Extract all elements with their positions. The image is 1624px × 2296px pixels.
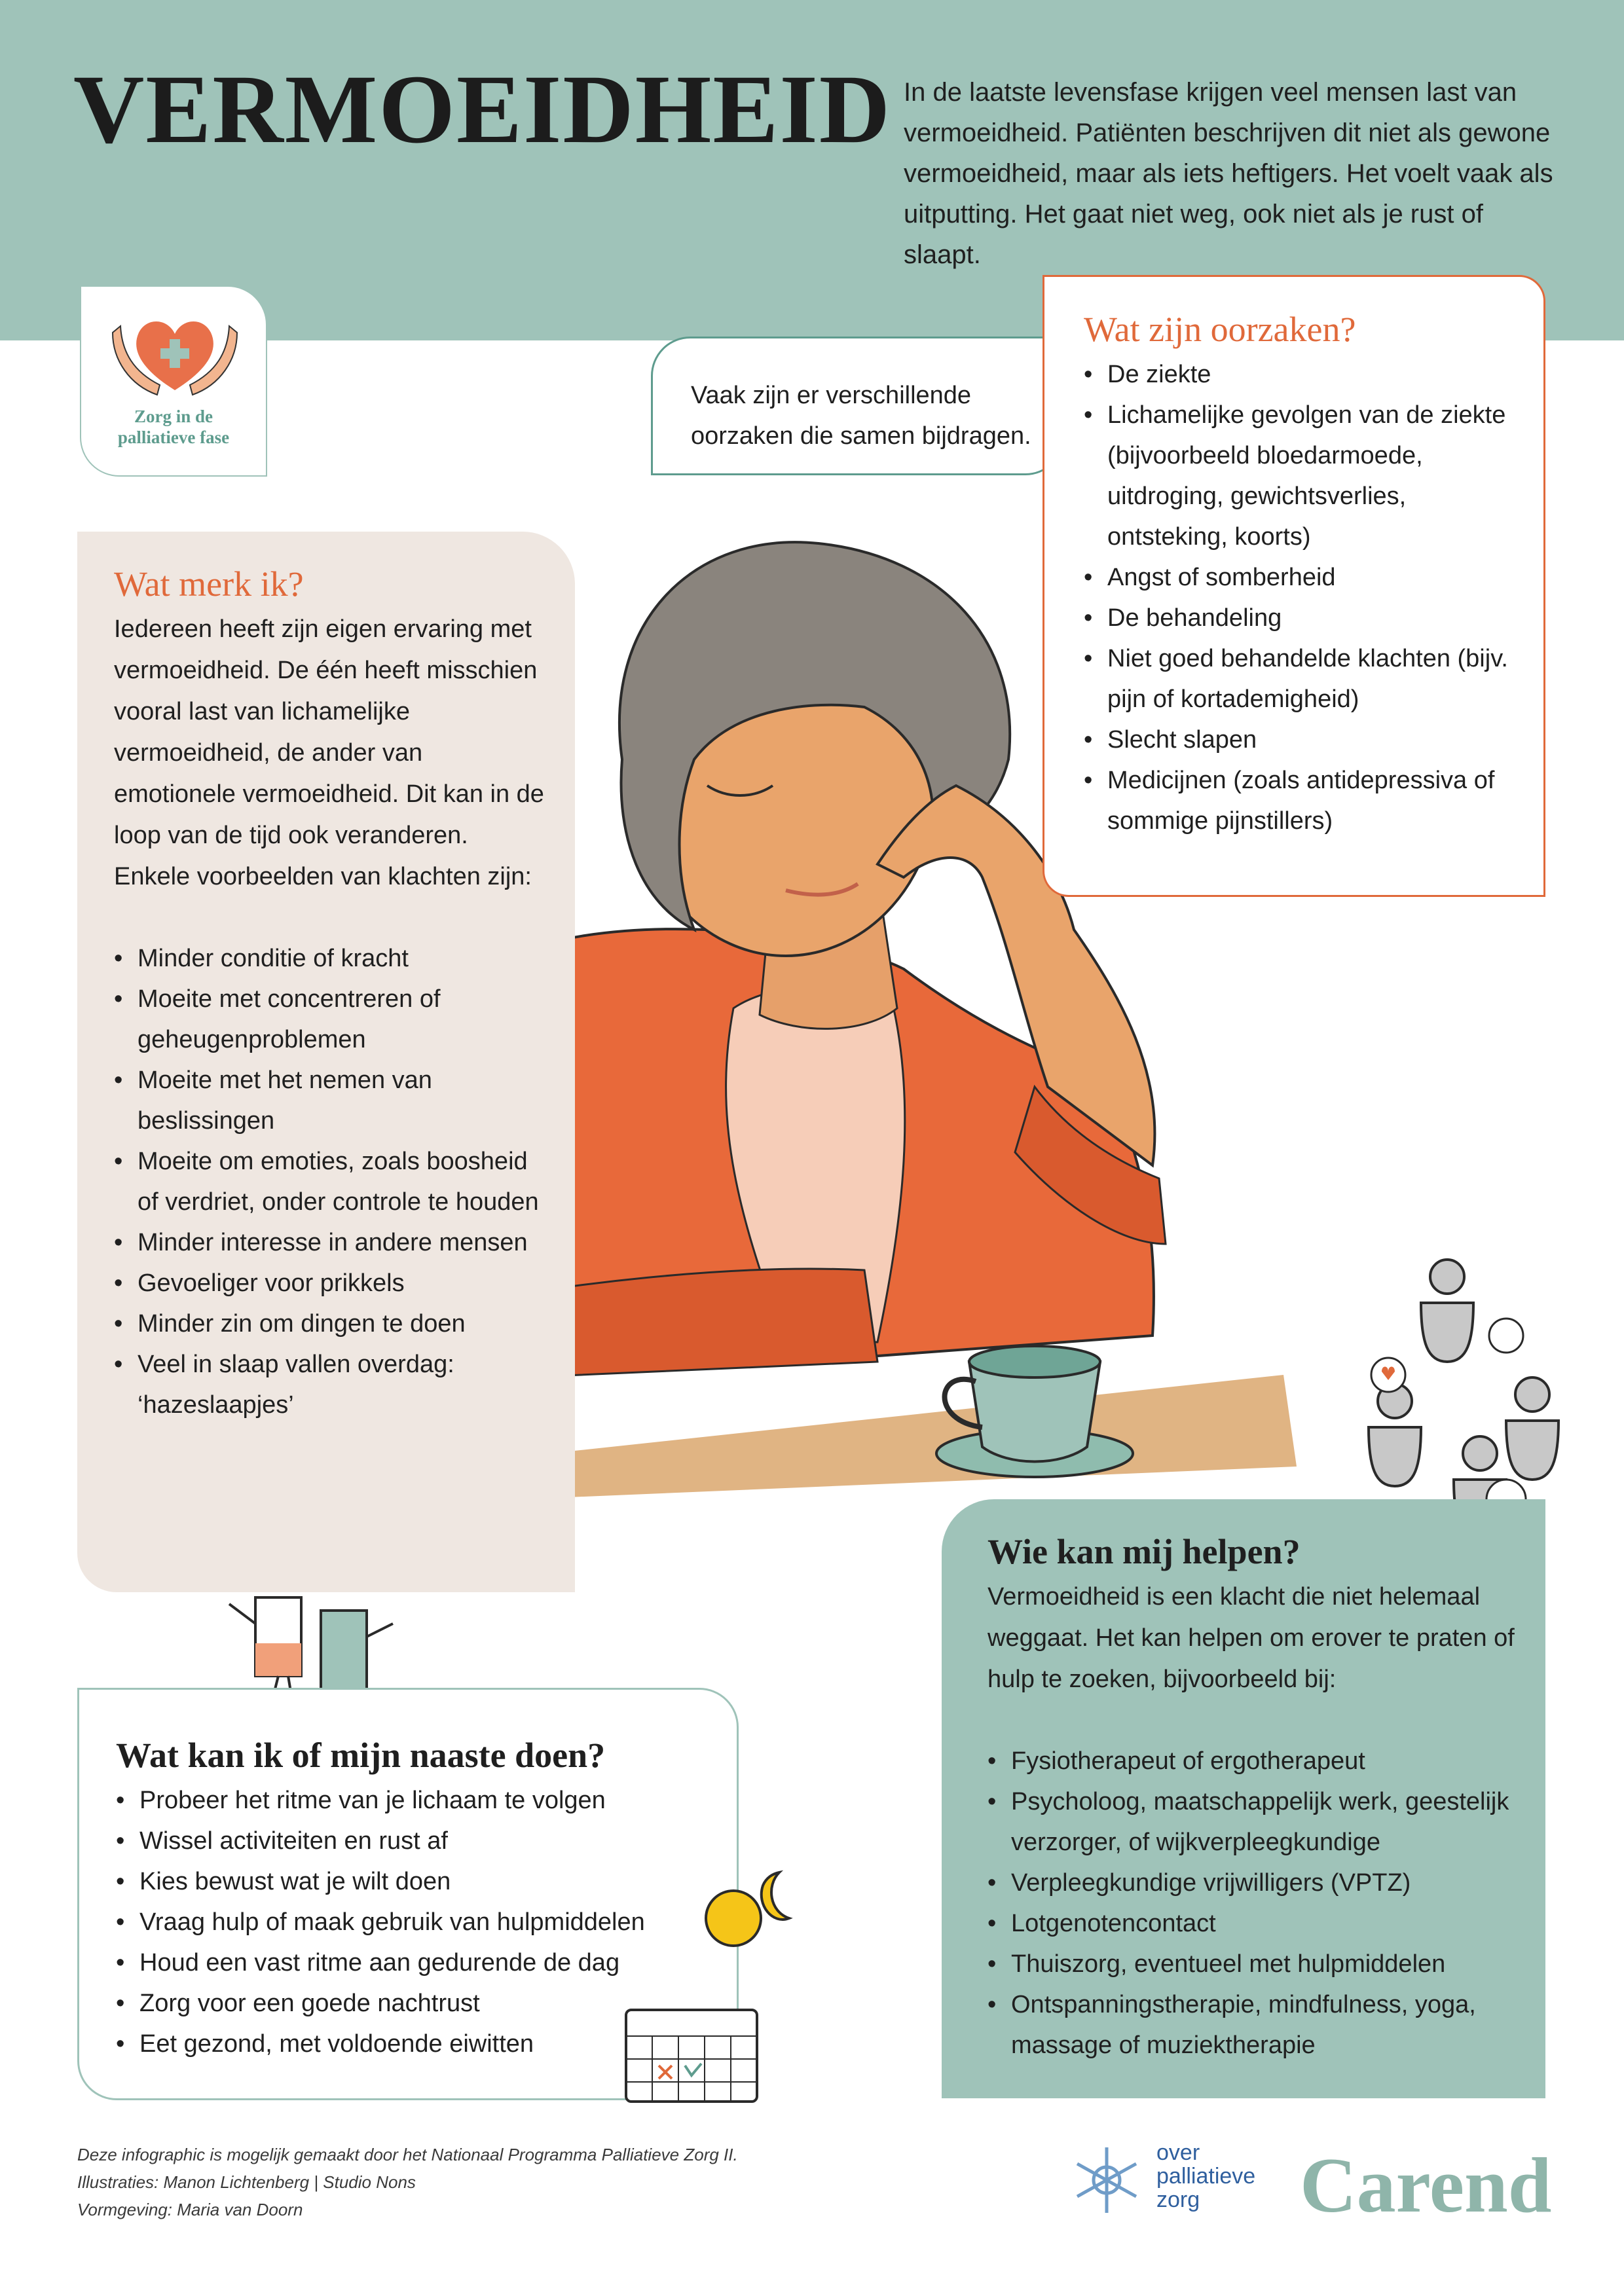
symptoms-item: • Veel in slaap vallen overdag: ‘hazeslaapjes’ (114, 1344, 549, 1425)
sun-moon-icon (694, 1859, 812, 1958)
symptoms-heading: Wat merk ik? (114, 564, 304, 604)
help-item: • Psycholoog, maatschappelijk werk, geestelijk verzorger, of wijkverpleegkundige (987, 1781, 1526, 1863)
opz-line2: palliatieve (1156, 2164, 1256, 2189)
symptoms-item: • Minder zin om dingen te doen (114, 1303, 549, 1344)
help-item: • Fysiotherapeut of ergotherapeut (987, 1741, 1526, 1781)
logo-card (80, 285, 267, 477)
symptoms-item: • Gevoeliger voor prikkels (114, 1263, 549, 1303)
causes-item: • Niet goed behandelde klachten (bijv. pijn of kortademigheid) (1084, 638, 1524, 720)
causes-item: • Medicijnen (zoals antidepressiva of sommige pijnstillers) (1084, 760, 1524, 841)
credits-line3: Vormgeving: Maria van Doorn (77, 2200, 303, 2219)
logo-label (81, 406, 266, 448)
page-title: VERMOEIDHEID (73, 55, 892, 164)
credits-line1: Deze infographic is mogelijk gemaakt door het Nationaal Programma Palliatieve Zorg II. (77, 2145, 738, 2164)
opz-line1: over (1156, 2140, 1200, 2165)
causes-item: • De ziekte (1084, 354, 1524, 395)
logo-label-line1: Zorg in de (134, 407, 213, 426)
symptoms-item: • Minder interesse in andere mensen (114, 1222, 549, 1263)
help-box (942, 1499, 1545, 2098)
help-item: • Verpleegkundige vrijwilligers (VPTZ) (987, 1863, 1526, 1903)
help-intro: Vermoeidheid is een klacht die niet helemaal weggaat. Het kan helpen om erover te praten of hulp te zoeken, bijvoorbeeld bij: (987, 1583, 1515, 1693)
speech-bubble: Vaak zijn er verschillende oorzaken die samen bijdragen. (651, 337, 1065, 475)
symptoms-item: • Moeite met concentreren of geheugenproblemen (114, 979, 549, 1060)
star-logo-icon (1067, 2141, 1146, 2219)
symptoms-item: • Minder conditie of kracht (114, 938, 549, 979)
causes-item: • Angst of somberheid (1084, 557, 1524, 598)
over-palliatieve-zorg-logo[interactable] (1067, 2141, 1303, 2219)
calendar-icon (619, 1990, 770, 2108)
actions-item: • Houd een vast ritme aan gedurende de dag (116, 1942, 717, 1983)
help-item: • Thuiszorg, eventueel met hulpmiddelen (987, 1944, 1526, 1984)
actions-heading: Wat kan ik of mijn naaste doen? (116, 1736, 606, 1775)
help-item: • Lotgenotencontact (987, 1903, 1526, 1944)
footer-credits (77, 2141, 929, 2223)
symptoms-intro: Iedereen heeft zijn eigen ervaring met vermoeidheid. De één heeft misschien vooral last van lichamelijke vermoeidheid, de ander van emotionele vermoeidheid. Dit kan in de loop van de tijd ook veranderen. Enkele voorbeelden van klachten zijn: (114, 615, 544, 890)
causes-box (1043, 275, 1545, 897)
intro-text: In de laatste levensfase krijgen veel mensen last van vermoeidheid. Patiënten beschrijven dit niet als gewone vermoeidheid, maar als iets heftigers. Het voelt vaak als uitputting. Het gaat niet weg, ook niet als je rust of slaapt. (904, 78, 1553, 269)
carend-logo[interactable]: Carend (1300, 2141, 1552, 2229)
symptoms-item: • Moeite met het nemen van beslissingen (114, 1060, 549, 1141)
symptoms-list (114, 938, 549, 1425)
credits-line2: Illustraties: Manon Lichtenberg | Studio Nons (77, 2172, 416, 2192)
causes-item: • Lichamelijke gevolgen van de ziekte (bijvoorbeeld bloedarmoede, uitdroging, gewichtsverlies, ontsteking, koorts) (1084, 395, 1524, 557)
causes-list (1084, 354, 1524, 841)
help-heading: Wie kan mij helpen? (987, 1532, 1301, 1571)
actions-item: • Probeer het ritme van je lichaam te volgen (116, 1780, 717, 1821)
symptoms-box (77, 532, 575, 1592)
actions-item: • Kies bewust wat je wilt doen (116, 1861, 717, 1902)
actions-item: • Wissel activiteiten en rust af (116, 1821, 717, 1861)
actions-item: • Vraag hulp of maak gebruik van hulpmiddelen (116, 1902, 717, 1942)
opz-label (1156, 2141, 1255, 2212)
causes-item: • Slecht slapen (1084, 720, 1524, 760)
help-item: • Ontspanningstherapie, mindfulness, yoga, massage of muziektherapie (987, 1984, 1526, 2066)
logo-label-line2: palliatieve fase (117, 428, 230, 447)
heart-hands-icon (81, 287, 268, 405)
actions-item: • Zorg voor een goede nachtrust (116, 1983, 717, 2024)
opz-line3: zorg (1156, 2187, 1200, 2212)
symptoms-item: • Moeite om emoties, zoals boosheid of verdriet, onder controle te houden (114, 1141, 549, 1222)
causes-item: • De behandeling (1084, 598, 1524, 638)
help-list (987, 1741, 1526, 2066)
causes-heading: Wat zijn oorzaken? (1084, 310, 1356, 349)
actions-item: • Eet gezond, met voldoende eiwitten (116, 2024, 717, 2064)
